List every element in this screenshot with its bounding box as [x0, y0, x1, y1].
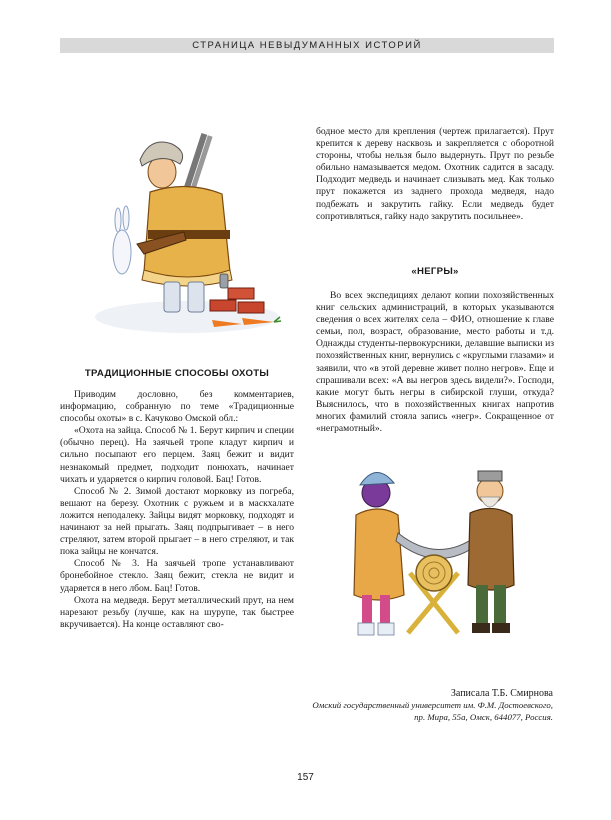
paragraph: «Охота на зайца. Способ № 1. Берут кирпич и специи (обычно перец). На заячьей тропе кладут кирпич и сильно посыпают его перцем. Заяц бежит и видит незнакомый предмет, подходит понюхать, начинает чихать и ударяется о кирпич головой. Бац! Готов.	[60, 425, 294, 485]
author-address: пр. Мира, 55а, Омск, 644077, Россия.	[414, 711, 553, 722]
brick-2	[228, 288, 254, 299]
left-figure-boot	[358, 623, 374, 635]
paragraph: Во всех экспедициях делают копии похозяйственных книг сельских администраций, в которых указываются сведения о всех жителях села – ФИО, отношение к главе семьи, пол, возраст, образование, место работы и т.д. Однажды студенты-первокурсники, делавшие выписки из похозяйственных книг, вернулись с «круглыми глазами» и заявили, что «в этой деревне живет полно негров». Еще и спрашивали всех: «А вы негров здесь видели?». Господи, какие могут быть негры в сибирской глуши, откуда? Выяснилось, что в похозяйственных книгах напротив многих фамилий стояла запись «негр». Сокращенное от «неграмотный».	[316, 290, 554, 435]
left-figure-leg	[362, 595, 372, 627]
running-header: СТРАНИЦА НЕВЫДУМАННЫХ ИСТОРИЙ	[60, 38, 554, 53]
log-end	[416, 555, 452, 591]
hunting-section-title: ТРАДИЦИОННЫЕ СПОСОБЫ ОХОТЫ	[84, 368, 270, 379]
paragraph: Способ № 2. Зимой достают морковку из погреба, вешают на березу. Охотник с ружьем и в маскхалате ложится неподалеку. Зайцы видят морковку, подходят и начинают за ней прыгать. Заяц подпрыгивает – в него стреляют, затем второй прыгает – в него стреляют, и так пока зайцы не кончатся.	[60, 485, 294, 558]
left-column-text	[60, 389, 294, 631]
paragraph: Охота на медведя. Берут металлический прут, на нем нарезают резьбу (лучше, как на шурупе, так быстрее вкручивается). На конце оставляют сво-	[60, 594, 294, 630]
author-name: Записала Т.Б. Смирнова	[450, 688, 553, 699]
hare-body	[113, 230, 131, 274]
paragraph: Приводим дословно, без комментариев, информацию, собранную по теме «Традиционные способы охоты» в с. Качуково Омской обл.:	[60, 389, 294, 425]
author-affiliation: Омский государственный университет им. Ф.М. Достоевского,	[312, 700, 553, 710]
hare-ear-2	[123, 206, 129, 230]
right-figure-beard	[480, 497, 500, 507]
page-number: 157	[297, 772, 314, 783]
left-figure-boot-2	[378, 623, 394, 635]
right-figure-boot	[472, 623, 490, 633]
left-figure-coat	[354, 509, 404, 600]
right-figure-vest	[468, 508, 514, 590]
paragraph: Способ № 3. На заячьей тропе устанавливают бронебойное стекло. Заяц бежит, стекла не видит и ударяется в него лбом. Бац! Готов.	[60, 558, 294, 594]
pepper-shaker	[220, 274, 228, 288]
right-figure-hat	[478, 471, 502, 481]
right-figure-leg-2	[494, 585, 506, 625]
hunter-boot-left	[164, 282, 180, 312]
paragraph: бодное место для крепления (чертеж прилагается). Прут крепится к дереву насквозь и закрепляется с оборотной стороны, чтобы нельзя было выдернуть. Прут по резьбе обильно намазывается медом. Охотник садится в засаду. Подходит медведь и начинает слизывать мед. Как только прут покажется из заднего прохода медведя, надо подбежать и закрутить гайку. Если медведь будет сопротивляться, гайку надо закрутить посильнее».	[316, 126, 554, 222]
right-column-continuation	[316, 126, 554, 223]
left-figure-leg-2	[380, 595, 390, 627]
right-figure-boot-2	[492, 623, 510, 633]
right-figure-leg	[476, 585, 488, 625]
hare-ear	[115, 208, 121, 232]
sawing-illustration	[338, 455, 538, 645]
left-figure-hat	[360, 472, 394, 485]
brick-3	[238, 302, 264, 313]
right-column-text	[316, 290, 554, 435]
brick	[210, 300, 236, 311]
hunter-illustration	[92, 122, 282, 337]
author-signature	[312, 688, 553, 723]
negroes-section-title: «НЕГРЫ»	[411, 266, 459, 277]
hunter-boot-right	[188, 282, 204, 312]
